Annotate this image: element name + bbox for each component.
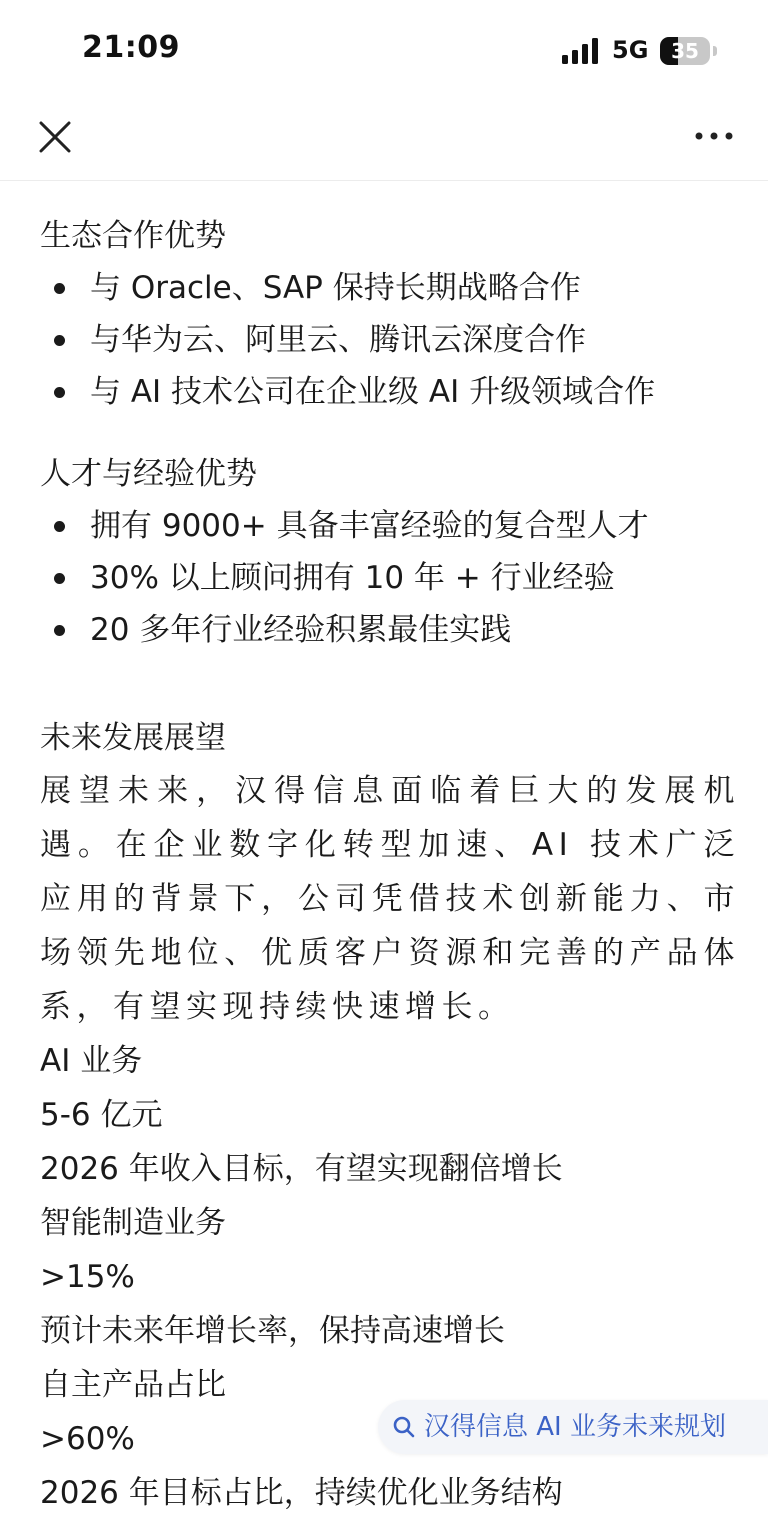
ecosystem-list (40, 262, 740, 418)
list-item-text: 30% 以上顾问拥有 10 年 + 行业经验 (90, 560, 615, 596)
metric-value-products: >60% (40, 1421, 135, 1457)
signal-icon (562, 38, 602, 64)
list-item (40, 314, 740, 366)
list-item-text: 与 Oracle、SAP 保持长期战略合作 (90, 270, 581, 306)
status-bar (0, 0, 768, 100)
list-item (40, 552, 740, 604)
list-item (40, 262, 740, 314)
bullet-dot (54, 335, 65, 346)
outlook-paragraph: 展望未来，汉得信息面临着巨大的发展机遇。在企业数字化转型加速、AI 技术广泛应用的背景下，公司凭借技术创新能力、市场领先地位、优质客户资源和完善的产品体系，有望实现持续快速增长。 (40, 773, 740, 1025)
metric-desc-products: 2026 年目标占比，持续优化业务结构 (40, 1475, 563, 1511)
metric-label-ai: AI 业务 (40, 1043, 143, 1079)
bullet-dot (54, 283, 65, 294)
bullet-dot (54, 387, 65, 398)
more-icon[interactable] (694, 126, 734, 146)
list-item-text: 拥有 9000+ 具备丰富经验的复合型人才 (90, 508, 649, 544)
list-item (40, 366, 740, 418)
status-time: 21:09 (82, 30, 180, 65)
bullet-dot (54, 625, 65, 636)
metric-label-manufacturing: 智能制造业务 (40, 1205, 226, 1241)
bullet-dot (54, 521, 65, 532)
metric-desc-manufacturing: 预计未来年增长率，保持高速增长 (40, 1313, 505, 1349)
section-title-outlook: 未来发展展望 (40, 720, 226, 756)
metric-desc-ai: 2026 年收入目标，有望实现翻倍增长 (40, 1151, 563, 1187)
list-item-text: 与 AI 技术公司在企业级 AI 升级领域合作 (90, 374, 656, 410)
battery-level: 35 (671, 39, 699, 63)
close-icon[interactable] (38, 120, 72, 154)
network-label: 5G (612, 36, 649, 64)
talent-list (40, 500, 740, 656)
nav-bar (0, 100, 768, 181)
search-suggestion-chip[interactable] (378, 1400, 768, 1454)
list-item-text: 20 多年行业经验积累最佳实践 (90, 612, 512, 648)
battery-icon (660, 37, 718, 65)
metric-label-products: 自主产品占比 (40, 1367, 226, 1403)
section-title-talent: 人才与经验优势 (40, 456, 257, 492)
section-title-ecosystem: 生态合作优势 (40, 218, 226, 254)
metric-value-manufacturing: >15% (40, 1259, 135, 1295)
search-chip-label: 汉得信息 AI 业务未来规划 (424, 1412, 726, 1442)
list-item (40, 500, 740, 552)
metric-value-ai: 5-6 亿元 (40, 1097, 163, 1133)
list-item (40, 604, 740, 656)
article-content (40, 210, 740, 1520)
bullet-dot (54, 573, 65, 584)
list-item-text: 与华为云、阿里云、腾讯云深度合作 (90, 322, 586, 358)
search-icon (392, 1415, 416, 1439)
